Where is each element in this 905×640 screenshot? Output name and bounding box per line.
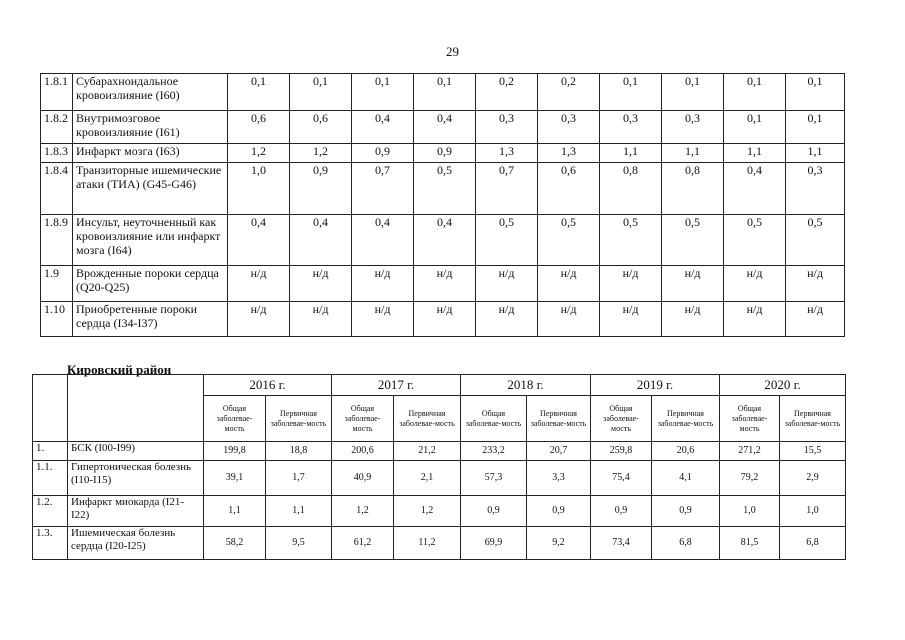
value-cell: н/д (786, 266, 845, 302)
year-header: 2016 г. (204, 375, 332, 396)
value-cell: 0,2 (538, 74, 600, 111)
value-cell: 0,1 (600, 74, 662, 111)
value-cell: 0,1 (786, 74, 845, 111)
value-cell: н/д (476, 302, 538, 337)
value-cell: 0,1 (786, 111, 845, 144)
value-cell: 20,7 (527, 442, 591, 461)
value-cell: 200,6 (332, 442, 394, 461)
value-cell: н/д (538, 302, 600, 337)
subheader-total: Общая заболевае-мость (204, 396, 266, 442)
value-cell: 1,0 (228, 163, 290, 215)
value-cell: 199,8 (204, 442, 266, 461)
value-cell: 1,0 (720, 496, 780, 527)
value-cell: 57,3 (461, 461, 527, 496)
value-cell: 1,7 (266, 461, 332, 496)
row-name: Ишемическая болезнь сердца (I20-I25) (68, 527, 204, 560)
subheader-total: Общая заболевае-мость (720, 396, 780, 442)
value-cell: 0,5 (662, 215, 724, 266)
value-cell: 81,5 (720, 527, 780, 560)
row-code: 1.8.4 (41, 163, 73, 215)
table-row (33, 496, 846, 527)
subheader-total: Общая заболевае-мость (591, 396, 652, 442)
disease-table-top (40, 73, 845, 337)
subheader-primary: Первичная заболевае-мость (780, 396, 846, 442)
value-cell: 1,2 (228, 144, 290, 163)
value-cell: 233,2 (461, 442, 527, 461)
table-row (41, 74, 845, 111)
value-cell: н/д (600, 302, 662, 337)
table-row (33, 527, 846, 560)
value-cell: н/д (724, 266, 786, 302)
value-cell: 18,8 (266, 442, 332, 461)
value-cell: 0,2 (476, 74, 538, 111)
value-cell: н/д (352, 266, 414, 302)
row-name: БСК (I00-I99) (68, 442, 204, 461)
row-name: Субарахноидальное кровоизлияние (I60) (73, 74, 228, 111)
value-cell: 0,4 (724, 163, 786, 215)
value-cell: н/д (290, 302, 352, 337)
value-cell: 2,9 (780, 461, 846, 496)
value-cell: 0,4 (290, 215, 352, 266)
row-name: Инсульт, неуточненный как кровоизлияние или инфаркт мозга (I64) (73, 215, 228, 266)
value-cell: 0,8 (662, 163, 724, 215)
value-cell: н/д (476, 266, 538, 302)
value-cell: 0,6 (538, 163, 600, 215)
row-code: 1.8.3 (41, 144, 73, 163)
year-header: 2020 г. (720, 375, 846, 396)
value-cell: 73,4 (591, 527, 652, 560)
subheader-total: Общая заболевае-мость (332, 396, 394, 442)
subheader-primary: Первичная заболевае-мость (394, 396, 461, 442)
value-cell: 1,3 (538, 144, 600, 163)
value-cell: 0,3 (476, 111, 538, 144)
subheader-primary: Первичная заболевае-мость (652, 396, 720, 442)
value-cell: 1,3 (476, 144, 538, 163)
value-cell: 0,9 (414, 144, 476, 163)
table-row (41, 302, 845, 337)
value-cell: н/д (662, 302, 724, 337)
value-cell: 0,9 (652, 496, 720, 527)
value-cell: 0,1 (662, 74, 724, 111)
value-cell: 6,8 (780, 527, 846, 560)
value-cell: 0,9 (591, 496, 652, 527)
value-cell: 6,8 (652, 527, 720, 560)
value-cell: н/д (786, 302, 845, 337)
value-cell: 0,4 (352, 111, 414, 144)
value-cell: 0,5 (476, 215, 538, 266)
row-name: Внутримозговое кровоизлияние (I61) (73, 111, 228, 144)
value-cell: н/д (600, 266, 662, 302)
value-cell: 1,2 (394, 496, 461, 527)
value-cell: 0,7 (476, 163, 538, 215)
value-cell: 0,6 (290, 111, 352, 144)
year-header: 2017 г. (332, 375, 461, 396)
row-code: 1.8.1 (41, 74, 73, 111)
subheader-primary: Первичная заболевае-мость (527, 396, 591, 442)
value-cell: 0,5 (724, 215, 786, 266)
value-cell: 0,3 (600, 111, 662, 144)
value-cell: 1,1 (266, 496, 332, 527)
year-header-row (33, 375, 846, 396)
value-cell: 0,1 (414, 74, 476, 111)
value-cell: 0,8 (600, 163, 662, 215)
table-row (33, 461, 846, 496)
value-cell: 1,2 (290, 144, 352, 163)
value-cell: 61,2 (332, 527, 394, 560)
value-cell: 58,2 (204, 527, 266, 560)
value-cell: 0,3 (786, 163, 845, 215)
value-cell: 40,9 (332, 461, 394, 496)
value-cell: 0,1 (290, 74, 352, 111)
value-cell: 271,2 (720, 442, 780, 461)
value-cell: 4,1 (652, 461, 720, 496)
value-cell: 259,8 (591, 442, 652, 461)
value-cell: 0,5 (538, 215, 600, 266)
value-cell: 0,3 (538, 111, 600, 144)
year-header: 2019 г. (591, 375, 720, 396)
value-cell: 1,0 (780, 496, 846, 527)
value-cell: 0,4 (414, 111, 476, 144)
value-cell: 0,3 (662, 111, 724, 144)
value-cell: н/д (414, 302, 476, 337)
year-header: 2018 г. (461, 375, 591, 396)
value-cell: 0,9 (461, 496, 527, 527)
value-cell: н/д (352, 302, 414, 337)
value-cell: 0,1 (352, 74, 414, 111)
row-code: 1. (33, 442, 68, 461)
value-cell: 1,1 (662, 144, 724, 163)
row-name: Гипертоническая болезнь (I10-I15) (68, 461, 204, 496)
value-cell: 1,1 (786, 144, 845, 163)
row-code: 1.2. (33, 496, 68, 527)
value-cell: 0,5 (786, 215, 845, 266)
value-cell: н/д (414, 266, 476, 302)
row-code: 1.9 (41, 266, 73, 302)
value-cell: 20,6 (652, 442, 720, 461)
subheader-primary: Первичная заболевае-мость (266, 396, 332, 442)
row-code: 1.3. (33, 527, 68, 560)
header-code-cell (33, 375, 68, 442)
row-name: Транзиторные ишемические атаки (ТИА) (G45-G46) (73, 163, 228, 215)
value-cell: н/д (228, 302, 290, 337)
district-table (32, 374, 846, 560)
value-cell: 0,5 (414, 163, 476, 215)
table-row (33, 442, 846, 461)
value-cell: н/д (290, 266, 352, 302)
row-name: Инфаркт мозга (I63) (73, 144, 228, 163)
row-name: Инфаркт миокарда (I21-I22) (68, 496, 204, 527)
header-name-cell (68, 375, 204, 442)
value-cell: 0,1 (724, 74, 786, 111)
value-cell: 1,1 (600, 144, 662, 163)
value-cell: 0,4 (352, 215, 414, 266)
value-cell: 0,9 (290, 163, 352, 215)
row-code: 1.1. (33, 461, 68, 496)
row-name: Приобретенные пороки сердца (I34-I37) (73, 302, 228, 337)
value-cell: н/д (228, 266, 290, 302)
value-cell: 21,2 (394, 442, 461, 461)
value-cell: 15,5 (780, 442, 846, 461)
page-number: 29 (446, 44, 459, 59)
table-row (41, 215, 845, 266)
table-row (41, 266, 845, 302)
value-cell: 0,9 (527, 496, 591, 527)
table-row (41, 111, 845, 144)
value-cell: 0,1 (724, 111, 786, 144)
value-cell: 0,9 (352, 144, 414, 163)
value-cell: 79,2 (720, 461, 780, 496)
table-row (41, 163, 845, 215)
value-cell: 3,3 (527, 461, 591, 496)
value-cell: 75,4 (591, 461, 652, 496)
value-cell: 0,1 (228, 74, 290, 111)
value-cell: 0,6 (228, 111, 290, 144)
value-cell: 9,5 (266, 527, 332, 560)
table-row (41, 144, 845, 163)
row-code: 1.8.2 (41, 111, 73, 144)
value-cell: 0,4 (228, 215, 290, 266)
value-cell: 1,1 (204, 496, 266, 527)
value-cell: 0,7 (352, 163, 414, 215)
value-cell: 0,5 (600, 215, 662, 266)
value-cell: 9,2 (527, 527, 591, 560)
row-code: 1.8.9 (41, 215, 73, 266)
value-cell: 0,4 (414, 215, 476, 266)
value-cell: н/д (724, 302, 786, 337)
value-cell: 69,9 (461, 527, 527, 560)
value-cell: 1,2 (332, 496, 394, 527)
value-cell: 11,2 (394, 527, 461, 560)
value-cell: н/д (662, 266, 724, 302)
subheader-total: Общая заболевае-мость (461, 396, 527, 442)
value-cell: 39,1 (204, 461, 266, 496)
value-cell: н/д (538, 266, 600, 302)
district-title: Кировский район (67, 362, 172, 377)
row-name: Врожденные пороки сердца (Q20-Q25) (73, 266, 228, 302)
value-cell: 1,1 (724, 144, 786, 163)
row-code: 1.10 (41, 302, 73, 337)
value-cell: 2,1 (394, 461, 461, 496)
